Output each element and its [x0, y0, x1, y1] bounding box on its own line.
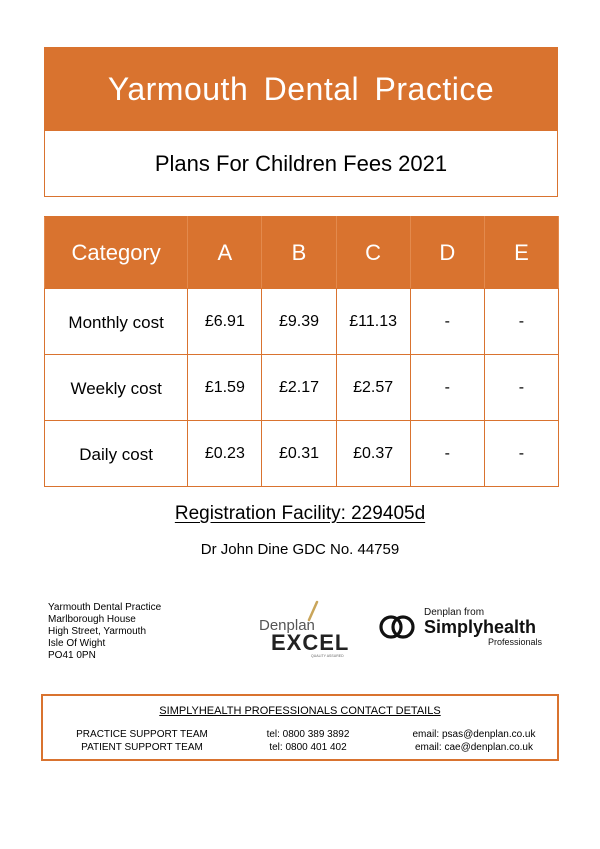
table-cell: -: [484, 355, 558, 421]
table-header-row: [45, 217, 559, 289]
registration-facility: Registration Facility: 229405d: [174, 503, 426, 524]
row-label: Monthly cost: [45, 289, 188, 355]
team-phone: tel: 0800 401 402: [269, 742, 347, 753]
team-name: PATIENT SUPPORT TEAM: [81, 742, 203, 753]
simplyhealth-mark-icon: [381, 617, 413, 637]
table-row: [45, 355, 559, 421]
excel-top-text: Denplan: [259, 617, 315, 634]
table-cell: £0.37: [336, 421, 410, 487]
table-cell: £0.23: [188, 421, 262, 487]
table-cell: £9.39: [262, 289, 336, 355]
table-row: [45, 421, 559, 487]
practice-address: [48, 602, 161, 662]
excel-tag-text: QUALITY ASSURED: [311, 654, 344, 658]
row-label: Daily cost: [45, 421, 188, 487]
team-email: email: psas@denplan.co.uk: [412, 729, 536, 740]
table-cell: £1.59: [188, 355, 262, 421]
column-header: A: [188, 217, 262, 289]
table-cell: £0.31: [262, 421, 336, 487]
table-cell: £2.17: [262, 355, 336, 421]
address-line: Yarmouth Dental Practice: [48, 602, 162, 613]
sh-line2: Simplyhealth: [424, 617, 537, 637]
sh-line3: Professionals: [488, 637, 543, 647]
column-header: D: [410, 217, 484, 289]
table-cell: £2.57: [336, 355, 410, 421]
table-cell: -: [484, 421, 558, 487]
address-line: High Street, Yarmouth: [48, 626, 147, 637]
fees-table: [44, 216, 559, 487]
table-cell: -: [410, 289, 484, 355]
address-line: PO41 0PN: [48, 650, 96, 661]
team-email: email: cae@denplan.co.uk: [415, 742, 533, 753]
header-box: [44, 47, 558, 197]
table-cell: -: [410, 421, 484, 487]
denplan-excel-logo: [255, 600, 351, 660]
contact-title: SIMPLYHEALTH PROFESSIONALS CONTACT DETAILS: [159, 705, 441, 717]
team-phone: tel: 0800 389 3892: [266, 729, 350, 740]
contact-details-box: [41, 694, 559, 761]
table-cell: £6.91: [188, 289, 262, 355]
team-name: PRACTICE SUPPORT TEAM: [76, 729, 208, 740]
page-title: Yarmouth Dental Practice: [45, 48, 557, 131]
contact-row: [43, 742, 557, 755]
simplyhealth-logo: [378, 603, 558, 651]
contact-row: [43, 729, 557, 742]
page-subtitle: Plans For Children Fees 2021: [154, 150, 448, 176]
gdc-number: Dr John Dine GDC No. 44759: [200, 541, 400, 558]
column-header: E: [484, 217, 558, 289]
excel-main-text: EXCEL: [271, 630, 350, 655]
address-line: Marlborough House: [48, 614, 136, 625]
column-header: Category: [45, 217, 188, 289]
sh-line1: Denplan from: [424, 607, 485, 618]
table-cell: -: [410, 355, 484, 421]
table-cell: -: [484, 289, 558, 355]
column-header: B: [262, 217, 336, 289]
address-line: Isle Of Wight: [48, 638, 106, 649]
row-label: Weekly cost: [45, 355, 188, 421]
column-header: C: [336, 217, 410, 289]
table-row: [45, 289, 559, 355]
table-cell: £11.13: [336, 289, 410, 355]
